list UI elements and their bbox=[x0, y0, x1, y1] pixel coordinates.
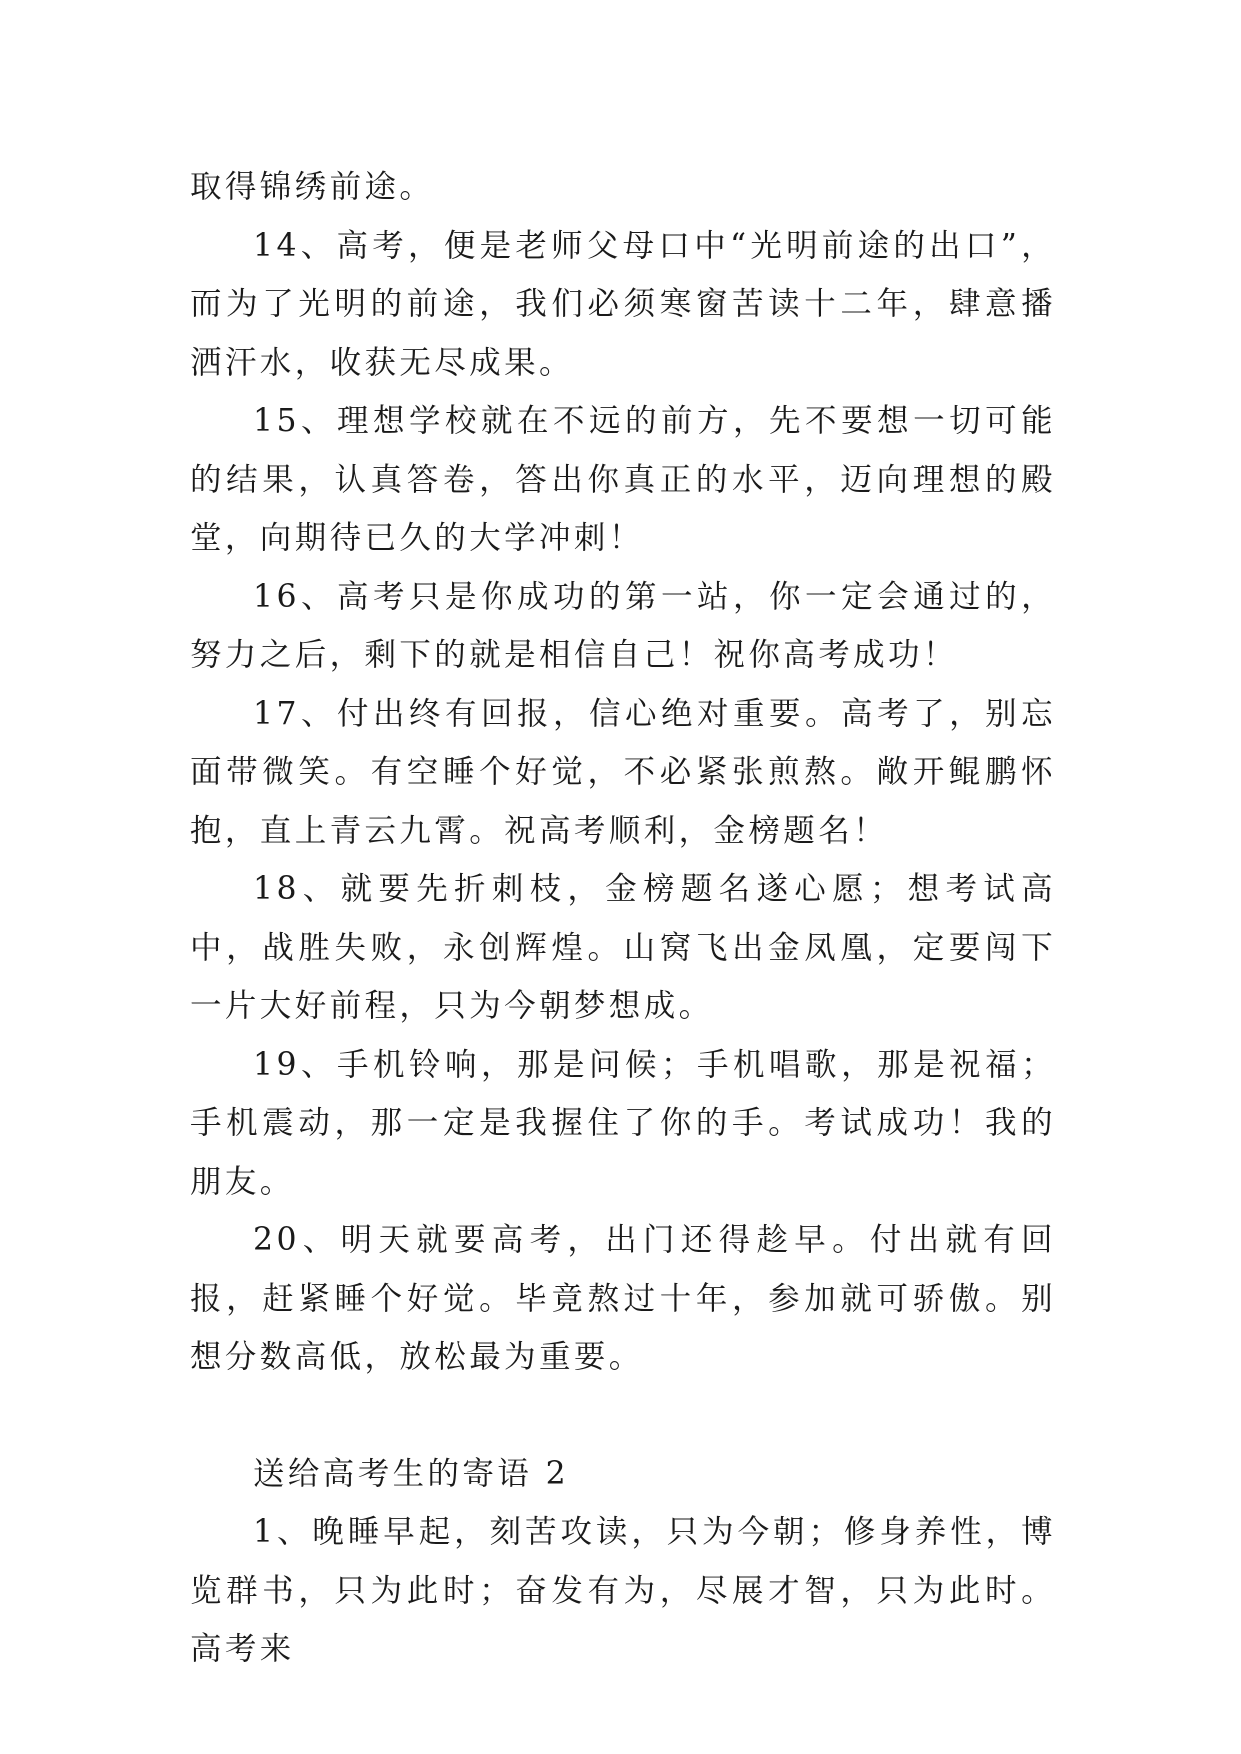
paragraph-item-16: 16、高考只是你成功的第一站，你一定会通过的，努力之后，剩下的就是相信自己！祝你高考成功！ bbox=[190, 578, 1056, 673]
paragraph-item-14: 14、高考，便是老师父母口中“光明前途的出口”，而为了光明的前途，我们必须寒窗苦读十二年，肆意播洒汗水，收获无尽成果。 bbox=[190, 227, 1056, 381]
paragraph-item-17: 17、付出终有回报，信心绝对重要。高考了，别忘面带微笑。有空睡个好觉，不必紧张煎熬。敞开鲲鹏怀抱，直上青云九霄。祝高考顺利，金榜题名！ bbox=[190, 695, 1056, 849]
paragraph-item-19: 19、手机铃响，那是问候；手机唱歌，那是祝福；手机震动，那一定是我握住了你的手。考试成功！我的朋友。 bbox=[190, 1046, 1056, 1200]
section-paragraph-item-1: 1、晚睡早起，刻苦攻读，只为今朝；修身养性，博览群书，只为此时；奋发有为，尽展才智，只为此时。高考来 bbox=[190, 1514, 1056, 1667]
document-body bbox=[190, 158, 1056, 1679]
paragraph-item-20: 20、明天就要高考，出门还得趁早。付出就有回报，赶紧睡个好觉。毕竟熬过十年，参加就可骄傲。别想分数高低，放松最为重要。 bbox=[190, 1222, 1056, 1375]
paragraph-item-18: 18、就要先折刺枝，金榜题名遂心愿；想考试高中，战胜失败，永创辉煌。山窝飞出金凤凰，定要闯下一片大好前程，只为今朝梦想成。 bbox=[190, 871, 1056, 1024]
section-heading: 送给高考生的寄语 2 bbox=[253, 1455, 570, 1492]
paragraph-continuation: 取得锦绣前途。 bbox=[190, 169, 435, 205]
paragraph-item-15: 15、理想学校就在不远的前方，先不要想一切可能的结果，认真答卷，答出你真正的水平，迈向理想的殿堂，向期待已久的大学冲刺！ bbox=[190, 403, 1056, 556]
